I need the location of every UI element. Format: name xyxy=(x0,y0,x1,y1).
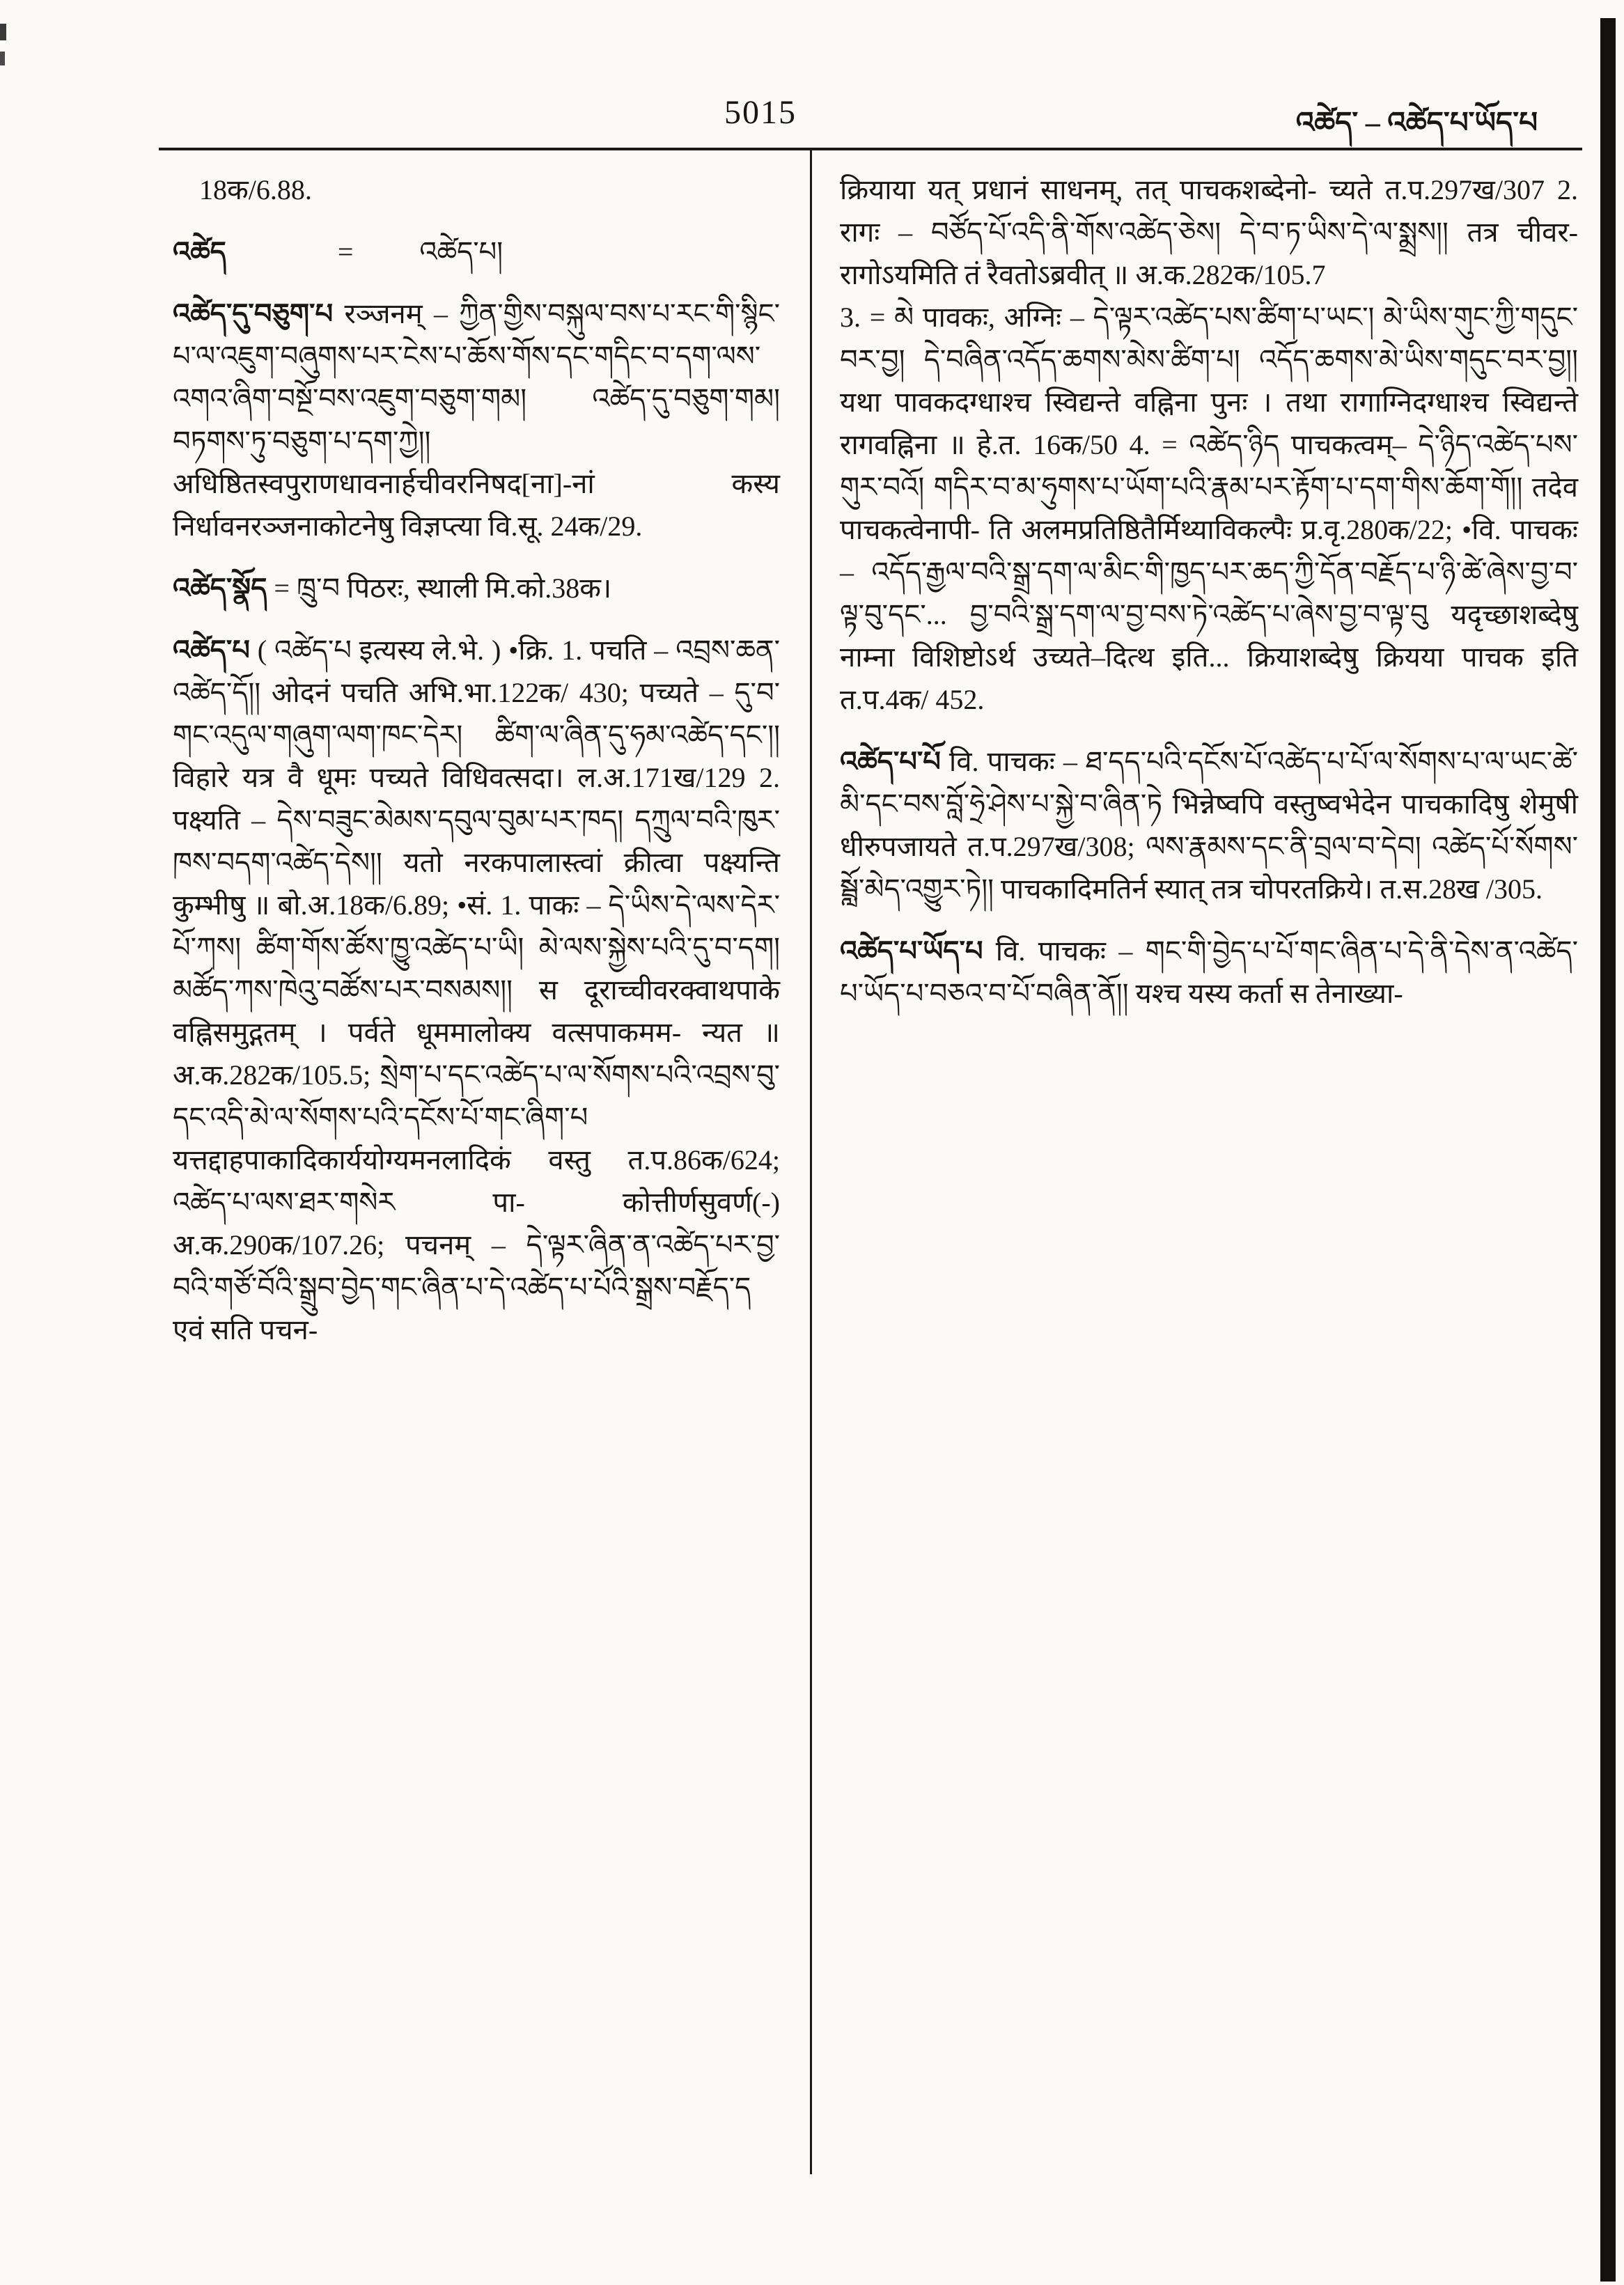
entry-headword: འཚེད xyxy=(173,236,226,267)
entry-continuation xyxy=(840,169,1578,296)
dictionary-entry xyxy=(173,293,780,547)
entry-headword: འཚེད་དུ་བཅུག་པ xyxy=(173,298,334,329)
left-column xyxy=(173,169,780,1371)
entry-body: रञ्जनम् – ཀྱིན་གྱིས་བསྐུལ་བས་པ་རང་གི་སྙིང་པ་ལ་འཇུག་བཞུགས་པར་ངེས་པ་ཆོས་གོས་དང་གདིང་བ་དག་ལས་འགའ་ཞིག་བསྔོ་བས་འཇུག་བཅུག་གམ། འཚེད་དུ་བཅུག་གམ། བཏགས་ཏུ་བཅུག་པ་དག་ཀྱེ།། अधिष्ठितस्वपुराणधावनार्हचीवरनिषद[ना]-नां कस्य निर्धावनरञ्जनाकोटनेषु विज्ञप्त्या वि.सू. 24क/29. xyxy=(173,298,780,542)
entry-headword: འཚེད་པ་པོ xyxy=(840,746,941,777)
entry-headword: འཚེད་པ་ཡོད་པ xyxy=(840,935,983,967)
entry-body: 3. = མེ पावकः, अग्निः – དེ་ལྟར་འཚེད་པས་ཚིག་པ་ཡང་། མེ་ཡིས་གུང་ཀྱི་གདུང་བར་བྱ། དེ་བཞིན་འདོད་ཆགས་མེས་ཚིག་པ། འདོད་ཆགས་མེ་ཡིས་གདུང་བར་བྱ།། यथा पावकदग्धाश्च स्विद्यन्ते वह्निना पुनः । तथा रागाग्निदग्धाश्च स्विद्यन्ते रागवह्निना ॥ हे.त. 16क/50 4. = འཚེད་ཉིད पाचकत्वम्– དེ་ཉིད་འཚེད་པས་གུར་བའོ། གདིར་བ་མ་ཧུགས་པ་ཡོག་པའི་རྣམ་པར་རྟོག་པ་དག་གིས་ཆོག་གོ།། तदेव पाचकत्वेनापी- ति अलमप्रतिष्ठितैर्मिथ्याविकल्पैः प्र.वृ.280क/22; •वि. पाचकः – འདོད་རྒྱལ་བའི་སྒྲ་དག་ལ་མིང་གི་ཁྱད་པར་ཆད་ཀྱི་དོན་བརྗོད་པ་ཉི་ཚེ་ཞེས་བྱ་བ་ལྟ་བུ་དང་... བྱ་བའི་སྒྲ་དག་ལ་བྱ་བས་ཏེ་འཚེད་པ་ཞེས་བྱ་བ་ལྟ་བུ यदृच्छाशब्देषु नाम्ना विशिष्टोऽर्थ उच्यते–दित्थ इति... क्रियाशब्देषु क्रियया पाचक इति त.प.4क/ 452. xyxy=(840,302,1578,715)
header-rule xyxy=(159,148,1582,150)
page-number: 5015 xyxy=(724,94,797,131)
scan-margin-mark xyxy=(0,52,5,65)
entry-body: ( འཚེད་པ इत्यस्य ले.भे. ) •क्रि. 1. पचति – འབྲས་ཆན་འཚེད་དོ།། ओदनं पचति अभि.भा.122क/ 430; पच्यते – དུ་བ་གང་འདུལ་གཞུག་ལག་ཁང་དེར། ཚིག་ལ་ཞིན་དུ་ཧམ་འཚེད་དང་།། विहारे यत्र वै धूमः पच्यते विधिवत्सदा। ल.अ.171ख/129 2. पक्ष्यति – དེས་བཟུང་མེམས་དབུལ་བུམ་པར་ཁད། དཀྲུལ་བའི་ཁུར་ཁས་བདག་འཚེད་དེས།། यतो नरकपालास्त्वां क्रीत्वा पक्ष्यन्ति कुम्भीषु ॥ बो.अ.18क/6.89; •सं. 1. पाकः – དེ་ཡིས་དེ་ལས་དེར་པོ་ཀས། ཚིག་གོས་ཚོས་ཁྱུ་འཚེད་པ་ཡི། མེ་ལས་སྐྱེས་པའི་དུ་བ་དག། མཚོད་ཀས་ཁེའུ་བཚོས་པར་བསམས།། स दूराच्चीवरक्वाथपाके वह्निसमुद्गतम् । पर्वते धूममालोक्य वत्सपाकमम- न्यत ॥ अ.क.282क/105.5; སྲེག་པ་དང་འཚེད་པ་ལ་སོགས་པའི་འབྲས་བུ་དང་འདི་མེ་ལ་སོགས་པའི་དངོས་པོ་གང་ཞིག་པ यत्तद्दाहपाकादिकार्ययोग्यमनलादिकं वस्तु त.प.86क/624; འཚེད་པ་ལས་ཐར་གསེར पा- कोत्तीर्णसुवर्ण(-) अ.क.290क/107.26; पचनम् – དེ་ལྟར་ཞིན་ན་འཚེད་པར་བྱ་བའི་གཙོ་བོའི་སྒྲུབ་བྱེད་གང་ཞིན་པ་དེ་འཚེད་པ་པོའི་སྒྲས་བརྗོད་ད एवं सति पचन- xyxy=(173,634,780,1346)
entry-body: क्रियाया यत् प्रधानं साधनम्, तत् पाचकशब्देनो- च्यते त.प.297ख/307 2. रागः – བཙོད་པོ་འདི་ནི་གོས་འཚེད་ཅེས། དེ་བ་ཏ་ཡིས་དེ་ལ་སྨྲས།། तत्र चीवर- रागोऽयमिति तं रैवतोऽब्रवीत् ॥ अ.क.282क/105.7 xyxy=(840,174,1578,290)
running-head: འཚེད་ – འཚེད་པ་ཡོད་པ xyxy=(1295,107,1538,139)
entry-continuation xyxy=(840,296,1578,721)
entry-body: = ཁྲུ་བ पिठरः, स्थाली मि.को.38क। xyxy=(267,572,612,604)
dictionary-entry xyxy=(173,567,780,609)
scan-margin-mark xyxy=(0,24,6,40)
right-column xyxy=(840,169,1578,1034)
page-header xyxy=(0,89,1582,139)
scan-edge-bar xyxy=(1600,18,1616,2282)
dictionary-entry xyxy=(173,629,780,1351)
continuation-reference: 18क/6.88. xyxy=(199,174,312,205)
cross-reference-target: འཚེད་པ། xyxy=(419,236,503,267)
cross-reference-entry xyxy=(173,231,780,273)
entry-headword: འཚེད་པ xyxy=(173,634,250,666)
column-divider xyxy=(810,148,812,2174)
dictionary-entry xyxy=(840,740,1578,910)
dictionary-entry xyxy=(840,930,1578,1015)
entry-body: वि. पाचकः – ཐ་དད་པའི་དངོས་པོ་འཚེད་པ་པོ་ལ་སོགས་པ་ལ་ཡང་ཚེ་མི་དང་བས་བློ་ཧྲེ་ཤེས་པ་སྐྱེ་བ་ཞིན་ཏེ भिन्नेष्वपि वस्तुष्वभेदेन पाचकादिषु शेमुषी धीरुपजायते त.प.297ख/308; ལས་རྣམས་དང་ནི་བྲལ་བ་དེབ། འཚེད་པོ་སོགས་སྦློ་མེད་འགྱུར་ཏེ།། पाचकादिमतिर्न स्यात् तत्र चोपरतक्रिये। त.स.28ख /305. xyxy=(840,746,1578,905)
entry-headword: འཚེད་སྣོད xyxy=(173,572,267,604)
equals-sign: = xyxy=(337,236,354,267)
entry-body: वि. पाचकः – གང་གི་བྱེད་པ་པོ་གང་ཞིན་པ་དེ་ནི་དེས་ན་འཚེད་པ་ཡོད་པ་བཅའ་བ་པོ་བཞིན་ནོ།། यश्च यस्य कर्ता स तेनाख्या- xyxy=(840,935,1578,1009)
